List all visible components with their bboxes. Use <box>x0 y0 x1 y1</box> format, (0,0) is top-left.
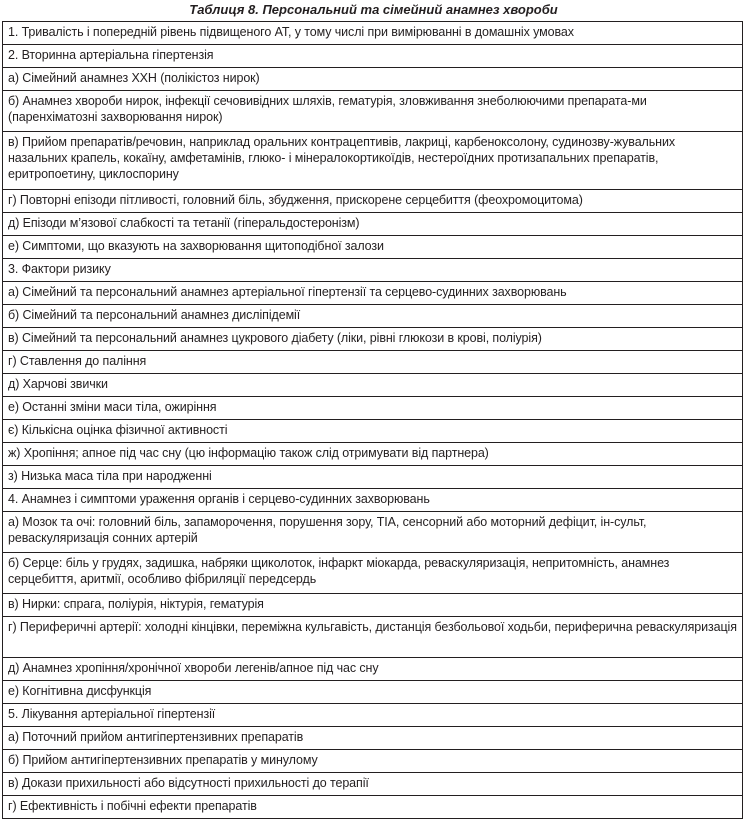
table-cell: б) Анамнез хвороби нирок, інфекції сечовивідних шляхів, гематурія, зловживання знеболюючими препарата-ми (паренхіматозні захворювання нирок) <box>3 91 743 132</box>
table-row <box>3 489 743 512</box>
table-cell: б) Сімейний та персональний анамнез дисліпідемії <box>3 305 743 328</box>
table-row <box>3 658 743 681</box>
table-cell: є) Кількісна оцінка фізичної активності <box>3 420 743 443</box>
table-row <box>3 466 743 489</box>
table-row <box>3 681 743 704</box>
table-cell: д) Харчові звички <box>3 374 743 397</box>
table-cell: 1. Тривалість і попередній рівень підвищеного АТ, у тому числі при вимірюванні в домашніх умовах <box>3 22 743 45</box>
anamnesis-table <box>2 21 743 819</box>
table-row <box>3 704 743 727</box>
table-row <box>3 750 743 773</box>
table-cell: ж) Хропіння; апное під час сну (цю інформацію також слід отримувати від партнера) <box>3 443 743 466</box>
table-cell: з) Низька маса тіла при народженні <box>3 466 743 489</box>
table-cell: 4. Анамнез і симптоми ураження органів і серцево-судинних захворювань <box>3 489 743 512</box>
table-cell: а) Поточний прийом антигіпертензивних препаратів <box>3 727 743 750</box>
table-title: Таблиця 8. Персональний та сімейний анамнез хвороби <box>189 2 558 17</box>
table-row <box>3 259 743 282</box>
table-cell: г) Ставлення до паління <box>3 351 743 374</box>
table-row <box>3 553 743 594</box>
table-row <box>3 420 743 443</box>
table-cell: е) Когнітивна дисфункція <box>3 681 743 704</box>
table-row <box>3 796 743 819</box>
table-row <box>3 443 743 466</box>
table-row <box>3 351 743 374</box>
table-row <box>3 374 743 397</box>
table-cell: д) Анамнез хропіння/хронічної хвороби легенів/апное під час сну <box>3 658 743 681</box>
table-row <box>3 512 743 553</box>
table-cell: б) Серце: біль у грудях, задишка, набряки щиколоток, інфаркт міокарда, реваскуляризація, непритомність, анамнез серцебиття, аритмії, особливо фібриляції передсердь <box>3 553 743 594</box>
table-cell: 2. Вторинна артеріальна гіпертензія <box>3 45 743 68</box>
table-row <box>3 236 743 259</box>
table-cell: г) Ефективність і побічні ефекти препаратів <box>3 796 743 819</box>
table-row <box>3 594 743 617</box>
table-cell: в) Прийом препаратів/речовин, наприклад оральних контрацептивів, лакриці, карбеноксолону, судинозву-жувальних назальних крапель, кокаїну, амфетамінів, глюко- і мінералокортикоїдів, нестероїдних протизапальних препаратів, еритропоетину, циклоспорину <box>3 132 743 190</box>
table-row <box>3 282 743 305</box>
table-row <box>3 213 743 236</box>
table-row <box>3 190 743 213</box>
table-row <box>3 773 743 796</box>
table-cell: г) Периферичні артерії: холодні кінцівки, переміжна кульгавість, дистанція безбольової ходьби, периферична реваскуляризація <box>3 617 743 658</box>
table-cell: а) Мозок та очі: головний біль, запаморочення, порушення зору, ТІА, сенсорний або моторний дефіцит, ін-сульт, реваскуляризація сонних артерій <box>3 512 743 553</box>
table-row <box>3 397 743 420</box>
table-cell: а) Сімейний анамнез ХХН (полікістоз нирок) <box>3 68 743 91</box>
table-row <box>3 68 743 91</box>
table-cell: в) Сімейний та персональний анамнез цукрового діабету (ліки, рівні глюкози в крові, поліурія) <box>3 328 743 351</box>
table-cell: в) Докази прихильності або відсутності прихильності до терапії <box>3 773 743 796</box>
table-cell: а) Сімейний та персональний анамнез артеріальної гіпертензії та серцево-судинних захворювань <box>3 282 743 305</box>
table-row <box>3 91 743 132</box>
table-cell: д) Епізоди м’язової слабкості та тетанії (гіперальдостеронізм) <box>3 213 743 236</box>
table-row <box>3 132 743 190</box>
table-row <box>3 328 743 351</box>
table-row <box>3 727 743 750</box>
table-cell: 3. Фактори ризику <box>3 259 743 282</box>
table-cell: в) Нирки: спрага, поліурія, ніктурія, гематурія <box>3 594 743 617</box>
table-cell: г) Повторні епізоди пітливості, головний біль, збудження, прискорене серцебиття (феохромоцитома) <box>3 190 743 213</box>
table-cell: е) Симптоми, що вказують на захворювання щитоподібної залози <box>3 236 743 259</box>
table-cell: е) Останні зміни маси тіла, ожиріння <box>3 397 743 420</box>
table-cell: б) Прийом антигіпертензивних препаратів у минулому <box>3 750 743 773</box>
table-row <box>3 22 743 45</box>
table-row <box>3 45 743 68</box>
table-row <box>3 617 743 658</box>
table-cell: 5. Лікування артеріальної гіпертензії <box>3 704 743 727</box>
table-row <box>3 305 743 328</box>
